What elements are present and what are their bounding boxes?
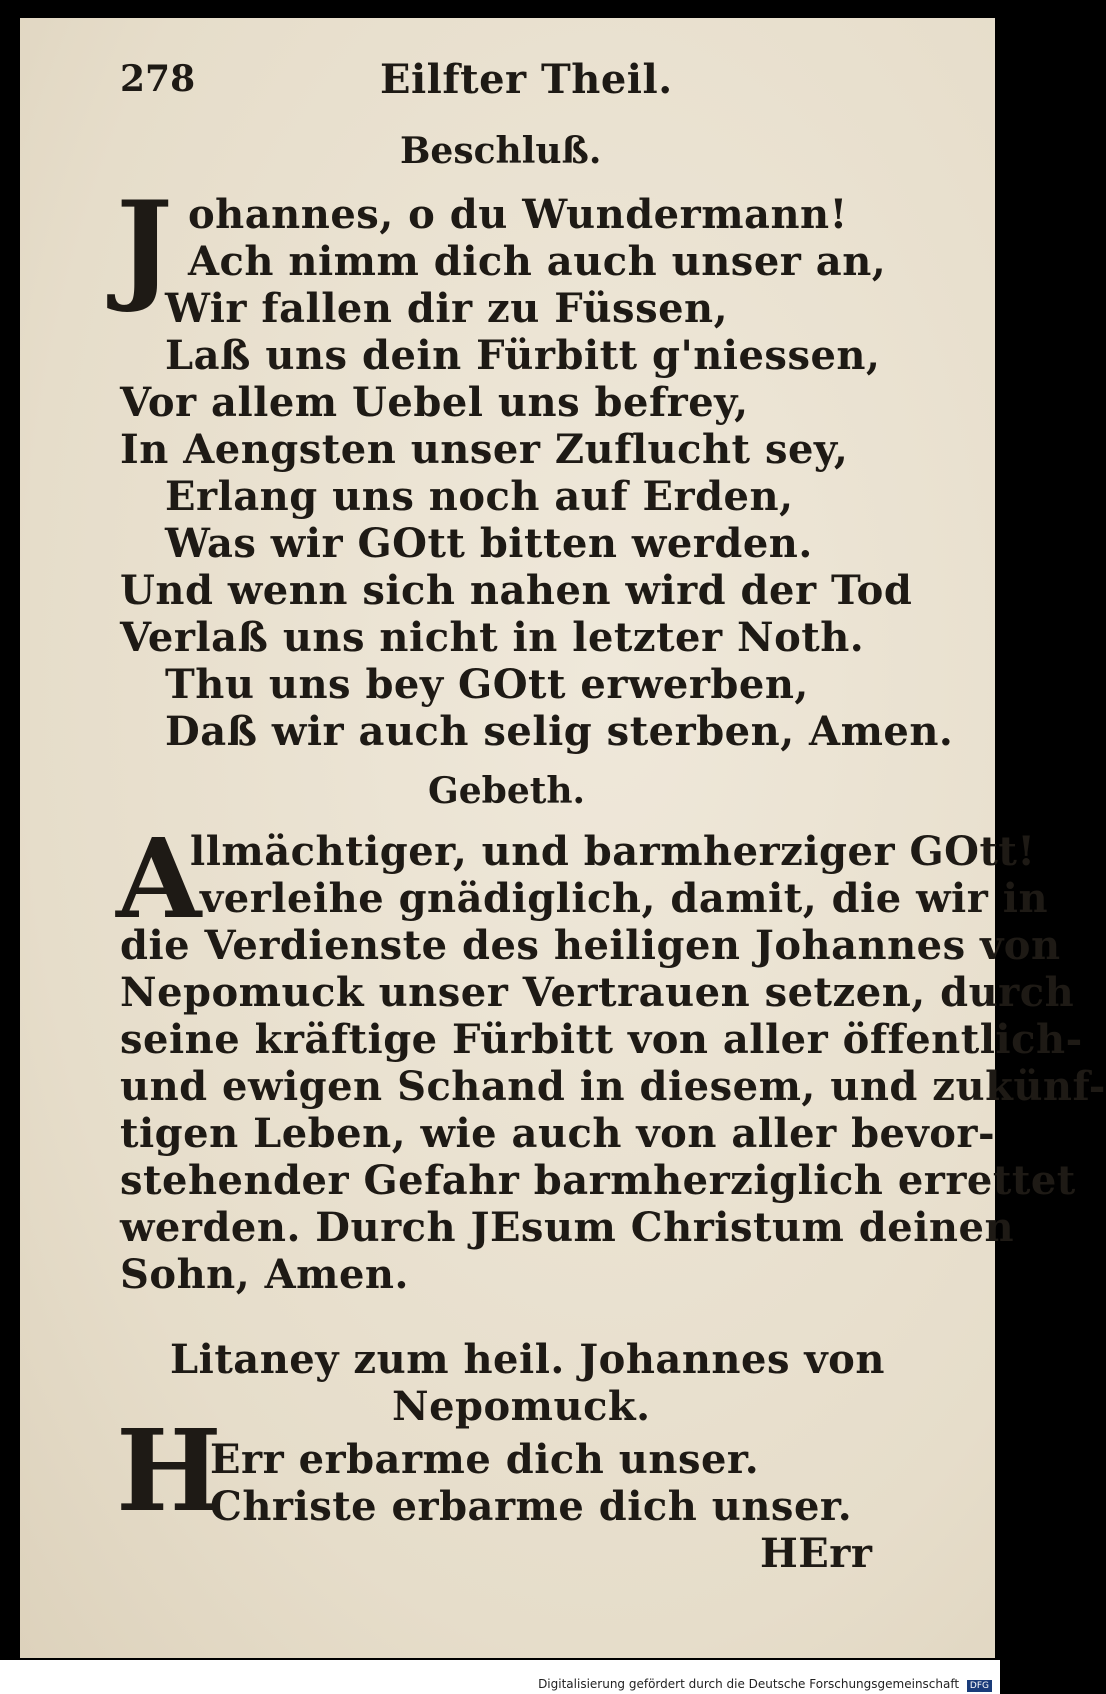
prayer-line: Nepomuck unser Vertrauen setzen, durch [120, 969, 1075, 1016]
prayer-line: tigen Leben, wie auch von aller bevor- [120, 1110, 996, 1157]
dfg-logo-icon: DFG [967, 1680, 992, 1692]
book-page [20, 18, 1106, 1658]
prayer-line: seine kräftige Fürbitt von aller öffentlich- [120, 1016, 1083, 1063]
drop-cap-h: H [116, 1406, 222, 1537]
verse-line: Und wenn sich nahen wird der Tod [120, 567, 913, 614]
verse-line: Erlang uns noch auf Erden, [165, 473, 794, 520]
verse-line: Daß wir auch selig sterben, Amen. [165, 708, 954, 755]
litany-line: Christe erbarme dich unser. [210, 1483, 853, 1530]
running-title: Eilfter Theil. [380, 56, 673, 103]
section-heading-gebeth: Gebeth. [428, 770, 586, 812]
drop-cap-j: J [116, 175, 173, 316]
catchword: HErr [760, 1530, 873, 1577]
funding-credit [538, 1677, 992, 1692]
verse-line: Ach nimm dich auch unser an, [188, 238, 887, 285]
litany-heading-line2: Nepomuck. [392, 1383, 651, 1430]
verse-line: ohannes, o du Wundermann! [188, 191, 848, 238]
section-heading-beschluss: Beschluß. [400, 130, 602, 172]
verse-line: Was wir GOtt bitten werden. [165, 520, 813, 567]
verse-line: Wir fallen dir zu Füssen, [165, 285, 729, 332]
prayer-line: und ewigen Schand in diesem, und zukünf- [120, 1063, 1106, 1110]
credit-text: Digitalisierung gefördert durch die Deutsche Forschungsgemeinschaft [538, 1677, 960, 1691]
litany-line: Err erbarme dich unser. [210, 1436, 760, 1483]
prayer-line: verleihe gnädiglich, damit, die wir in [200, 875, 1049, 922]
prayer-line: die Verdienste des heiligen Johannes von [120, 922, 1061, 969]
verse-line: Vor allem Uebel uns befrey, [120, 379, 749, 426]
drop-cap-a: A [116, 814, 202, 943]
prayer-line: werden. Durch JEsum Christum deinen [120, 1204, 1015, 1251]
litany-heading: Litaney zum heil. Johannes von [170, 1336, 885, 1383]
verse-line: Verlaß uns nicht in letzter Noth. [120, 614, 865, 661]
prayer-line: stehender Gefahr barmherziglich errettet [120, 1157, 1076, 1204]
page-number: 278 [120, 58, 196, 100]
verse-line: Laß uns dein Fürbitt g'niessen, [165, 332, 881, 379]
verse-line: Thu uns bey GOtt erwerben, [165, 661, 809, 708]
prayer-line: Sohn, Amen. [120, 1251, 409, 1298]
prayer-line: llmächtiger, und barmherziger GOtt! [190, 828, 1036, 875]
verse-line: In Aengsten unser Zuflucht sey, [120, 426, 849, 473]
